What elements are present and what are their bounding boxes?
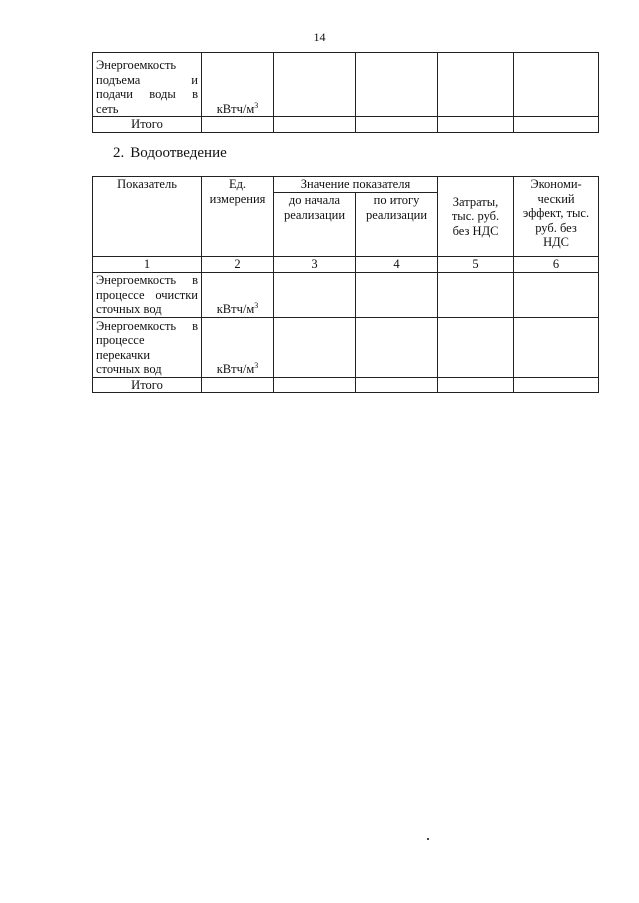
unit-cell: кВтч/$м^3$: [202, 317, 274, 377]
column-numbers-row: [93, 257, 599, 273]
header-before: до начала реализации: [274, 193, 356, 257]
value-after-cell: [356, 317, 438, 377]
indicator-cell: Энергоемкость подъема и подачи воды в сеть: [93, 53, 202, 117]
section-title: Водоотведение: [130, 145, 227, 161]
column-number: 5: [438, 257, 514, 273]
header-after: по итогу реализации: [356, 193, 438, 257]
total-label: Итого: [93, 377, 202, 393]
effect-cell: [514, 317, 599, 377]
page-number: 14: [313, 30, 326, 44]
section-heading: [113, 145, 227, 162]
value-before-cell: [274, 317, 356, 377]
costs-cell: [438, 53, 514, 117]
effect-cell: [514, 53, 599, 117]
unit-cell: кВтч/$м^3$: [202, 272, 274, 317]
table-row: [93, 317, 599, 377]
water-disposal-table: [92, 176, 599, 393]
value-after-cell: [356, 272, 438, 317]
energy-table-continued: [92, 52, 599, 133]
header-costs: Затраты, тыс. руб. без НДС: [438, 177, 514, 257]
total-row: [93, 377, 599, 393]
total-row: [93, 117, 599, 133]
header-unit: Ед. измерения: [202, 177, 274, 257]
section-number: 2.: [113, 145, 125, 161]
header-indicator: Показатель: [93, 177, 202, 257]
costs-cell: [438, 272, 514, 317]
indicator-cell: Энергоемкость в процессе очистки сточных вод: [93, 272, 202, 317]
indicator-cell: Энергоемкость в процессе перекачки сточных вод: [93, 317, 202, 377]
header-effect: Экономи- ческий эффект, тыс. руб. без НДС: [514, 177, 599, 257]
costs-cell: [438, 317, 514, 377]
column-number: 6: [514, 257, 599, 273]
table-row: [93, 272, 599, 317]
unit-cell: кВтч/$м^3$: [202, 53, 274, 117]
header-value-group: Значение показателя: [274, 177, 438, 193]
value-before-cell: [274, 53, 356, 117]
column-number: 3: [274, 257, 356, 273]
table-row: [93, 53, 599, 117]
total-label: Итого: [93, 117, 202, 133]
column-number: 2: [202, 257, 274, 273]
effect-cell: [514, 272, 599, 317]
column-number: 1: [93, 257, 202, 273]
scan-speck: [427, 838, 429, 840]
header-row: [93, 177, 599, 193]
column-number: 4: [356, 257, 438, 273]
value-before-cell: [274, 272, 356, 317]
value-after-cell: [356, 53, 438, 117]
